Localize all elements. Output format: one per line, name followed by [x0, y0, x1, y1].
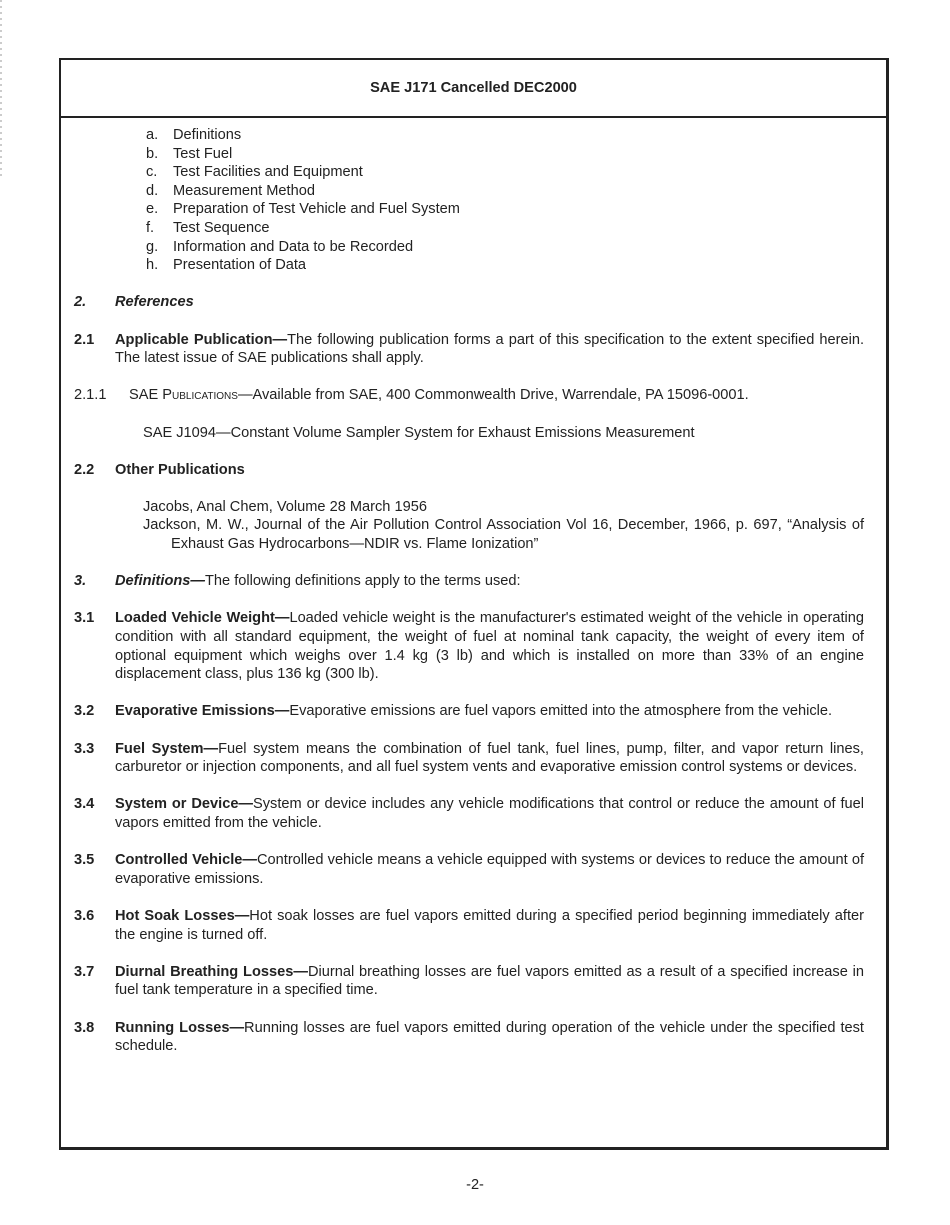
list-item: c. Test Facilities and Equipment: [146, 164, 363, 181]
section-2-1-1: 2.1.1 SAE Publications—Available from SAE, 400 Commonwealth Drive, Warrendale, PA 15096-0001.: [74, 387, 749, 404]
page-number: -2-: [466, 1177, 484, 1193]
list-item: e. Preparation of Test Vehicle and Fuel System: [146, 201, 460, 218]
document-title: SAE J171 Cancelled DEC2000: [370, 79, 577, 96]
definition-3-1: 3.1 Loaded Vehicle Weight—Loaded vehicle weight is the manufacturer's estimated weight of the vehicle in operating condition with all standard equipment, the weight of fuel at nominal tank capacity, the weight of every item of optional equipment which weighs over 1.4 kg (3 lb) and which is installed on more than 33% of an engine displacement class, plus 136 kg (300 lb).: [74, 610, 864, 683]
scope-list: [146, 126, 864, 275]
reference-list: [143, 498, 864, 554]
publication-item: SAE J1094—Constant Volume Sampler System for Exhaust Emissions Measurement: [143, 424, 695, 441]
list-item: b. Test Fuel: [146, 145, 233, 162]
list-item: a. Definitions: [146, 127, 242, 143]
list-item: f. Test Sequence: [146, 219, 270, 236]
definition-3-4: 3.4 System or Device—System or device includes any vehicle modifications that control or reduce the amount of fuel vapors emitted from the vehicle.: [74, 796, 864, 831]
section-2-heading: 2. References: [74, 294, 194, 311]
reference-item: Jackson, M. W., Journal of the Air Pollution Control Association Vol 16, December, 1966, p. 697, “Analysis of Exhaust Gas Hydrocarbons—NDIR vs. Flame Ionization”: [143, 517, 864, 553]
definition-3-5: 3.5 Controlled Vehicle—Controlled vehicle means a vehicle equipped with systems or devices to reduce the amount of evaporative emissions.: [74, 852, 865, 887]
reference-item: Jacobs, Anal Chem, Volume 28 March 1956: [143, 498, 427, 515]
definition-3-2: 3.2 Evaporative Emissions—Evaporative emissions are fuel vapors emitted into the atmosphere from the vehicle.: [74, 703, 833, 720]
section-2-2: 2.2 Other Publications: [74, 461, 245, 478]
list-item: h. Presentation of Data: [146, 257, 307, 274]
definition-3-3: 3.3 Fuel System—Fuel system means the combination of fuel tank, fuel lines, pump, filter, and vapor return lines, carburetor or injection components, and all fuel system vents and evaporative emission control systems or devices.: [74, 740, 864, 776]
definition-3-8: 3.8 Running Losses—Running losses are fuel vapors emitted during operation of the vehicle under the specified test schedule.: [74, 1019, 864, 1055]
definition-3-7: 3.7 Diurnal Breathing Losses—Diurnal breathing losses are fuel vapors emitted as a result of a specified increase in fuel tank temperature in a specified time.: [74, 963, 864, 999]
list-item: g. Information and Data to be Recorded: [146, 238, 414, 255]
page-frame: [59, 58, 889, 1150]
scan-edge-marks: [0, 0, 2, 180]
list-item: d. Measurement Method: [146, 182, 315, 199]
section-3-heading: 3. Definitions—The following definitions apply to the terms used:: [74, 573, 521, 590]
page-content: [74, 126, 864, 1056]
section-2-1: 2.1 Applicable Publication—The following publication forms a part of this specification to the extent specified herein. The latest issue of SAE publications shall apply.: [74, 331, 865, 367]
page-header: [61, 60, 886, 118]
definition-3-6: 3.6 Hot Soak Losses—Hot soak losses are fuel vapors emitted during a specified period beginning immediately after the engine is turned off.: [74, 907, 864, 943]
